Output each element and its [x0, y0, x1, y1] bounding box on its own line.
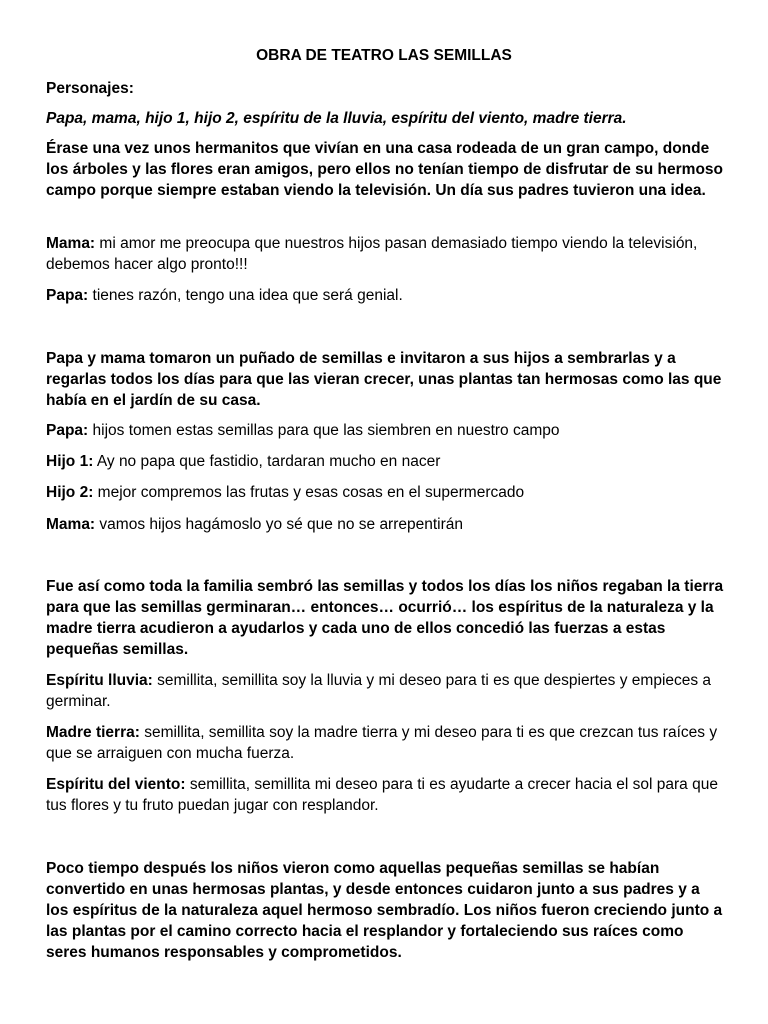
- dialogue-text: hijos tomen estas semillas para que las siembren en nuestro campo: [88, 422, 560, 439]
- speaker-name: Mama:: [46, 516, 96, 533]
- dialogue-line: [46, 420, 726, 441]
- dialogue-text: mejor compremos las frutas y esas cosas en el supermercado: [93, 484, 525, 501]
- dialogue-line: [46, 482, 726, 503]
- dialogue-text: semillita, semillita soy la madre tierra y mi deseo para ti es que crezcan tus raíces y que se arraiguen con mucha fuerza.: [46, 724, 718, 762]
- speaker-name: Papa:: [46, 422, 89, 439]
- dialogue-text: semillita, semillita mi deseo para ti es ayudarte a crecer hacia el sol para que tus flores y tu fruto puedan jugar con resplandor.: [46, 776, 718, 814]
- dialogue-text: Ay no papa que fastidio, tardaran mucho en nacer: [93, 453, 441, 470]
- characters-list: Papa, mama, hijo 1, hijo 2, espíritu de la lluvia, espíritu del viento, madre tierra.: [46, 110, 627, 127]
- narration-paragraph: Papa y mama tomaron un puñado de semillas e invitaron a sus hijos a sembrarlas y a regarlas todos los días para que las vieran crecer, unas plantas tan hermosas como las que había en el jardín de su casa.: [46, 350, 722, 409]
- narration-paragraph: Poco tiempo después los niños vieron como aquellas pequeñas semillas se habían convertido en unas hermosas plantas, y desde entonces cuidaron junto a sus padres y a los espíritus de la naturaleza aquel hermoso sembradío. Los niños fueron creciendo junto a las plantas por el camino correcto hacia el resplandor y fortaleciendo sus raíces como seres humanos responsables y comprometidos.: [46, 860, 723, 961]
- dialogue-line: [46, 722, 726, 764]
- speaker-name: Madre tierra:: [46, 724, 140, 741]
- document-title: OBRA DE TEATRO LAS SEMILLAS: [256, 47, 512, 64]
- dialogue-text: semillita, semillita soy la lluvia y mi deseo para ti es que despiertes y empieces a germinar.: [46, 672, 712, 710]
- characters-heading: Personajes:: [46, 80, 134, 97]
- dialogue-line: [46, 670, 726, 712]
- speaker-name: Mama:: [46, 235, 96, 252]
- speaker-name: Hijo 1:: [46, 453, 94, 470]
- dialogue-line: [46, 233, 726, 275]
- dialogue-text: tienes razón, tengo una idea que será genial.: [88, 287, 403, 304]
- speaker-name: Espíritu del viento:: [46, 776, 186, 793]
- dialogue-line: [46, 285, 726, 306]
- dialogue-line: [46, 514, 726, 535]
- narration-paragraph: Fue así como toda la familia sembró las semillas y todos los días los niños regaban la tierra para que las semillas germinaran… entonces… ocurrió… los espíritus de la naturaleza y la madre tierra acudieron a ayudarlos y cada uno de ellos concedió las fuerzas a estas pequeñas semillas.: [46, 578, 724, 658]
- dialogue-line: [46, 774, 726, 816]
- dialogue-text: vamos hijos hagámoslo yo sé que no se arrepentirán: [95, 516, 464, 533]
- dialogue-line: [46, 451, 726, 472]
- dialogue-text: mi amor me preocupa que nuestros hijos pasan demasiado tiempo viendo la televisión, debemos hacer algo pronto!!!: [46, 235, 698, 273]
- narration-paragraph: Érase una vez unos hermanitos que vivían en una casa rodeada de un gran campo, donde los árboles y las flores eran amigos, pero ellos no tenían tiempo de disfrutar de su hermoso campo porque siempre estaban viendo la televisión. Un día sus padres tuvieron una idea.: [46, 140, 724, 199]
- speaker-name: Espíritu lluvia:: [46, 672, 153, 689]
- speaker-name: Hijo 2:: [46, 484, 94, 501]
- speaker-name: Papa:: [46, 287, 89, 304]
